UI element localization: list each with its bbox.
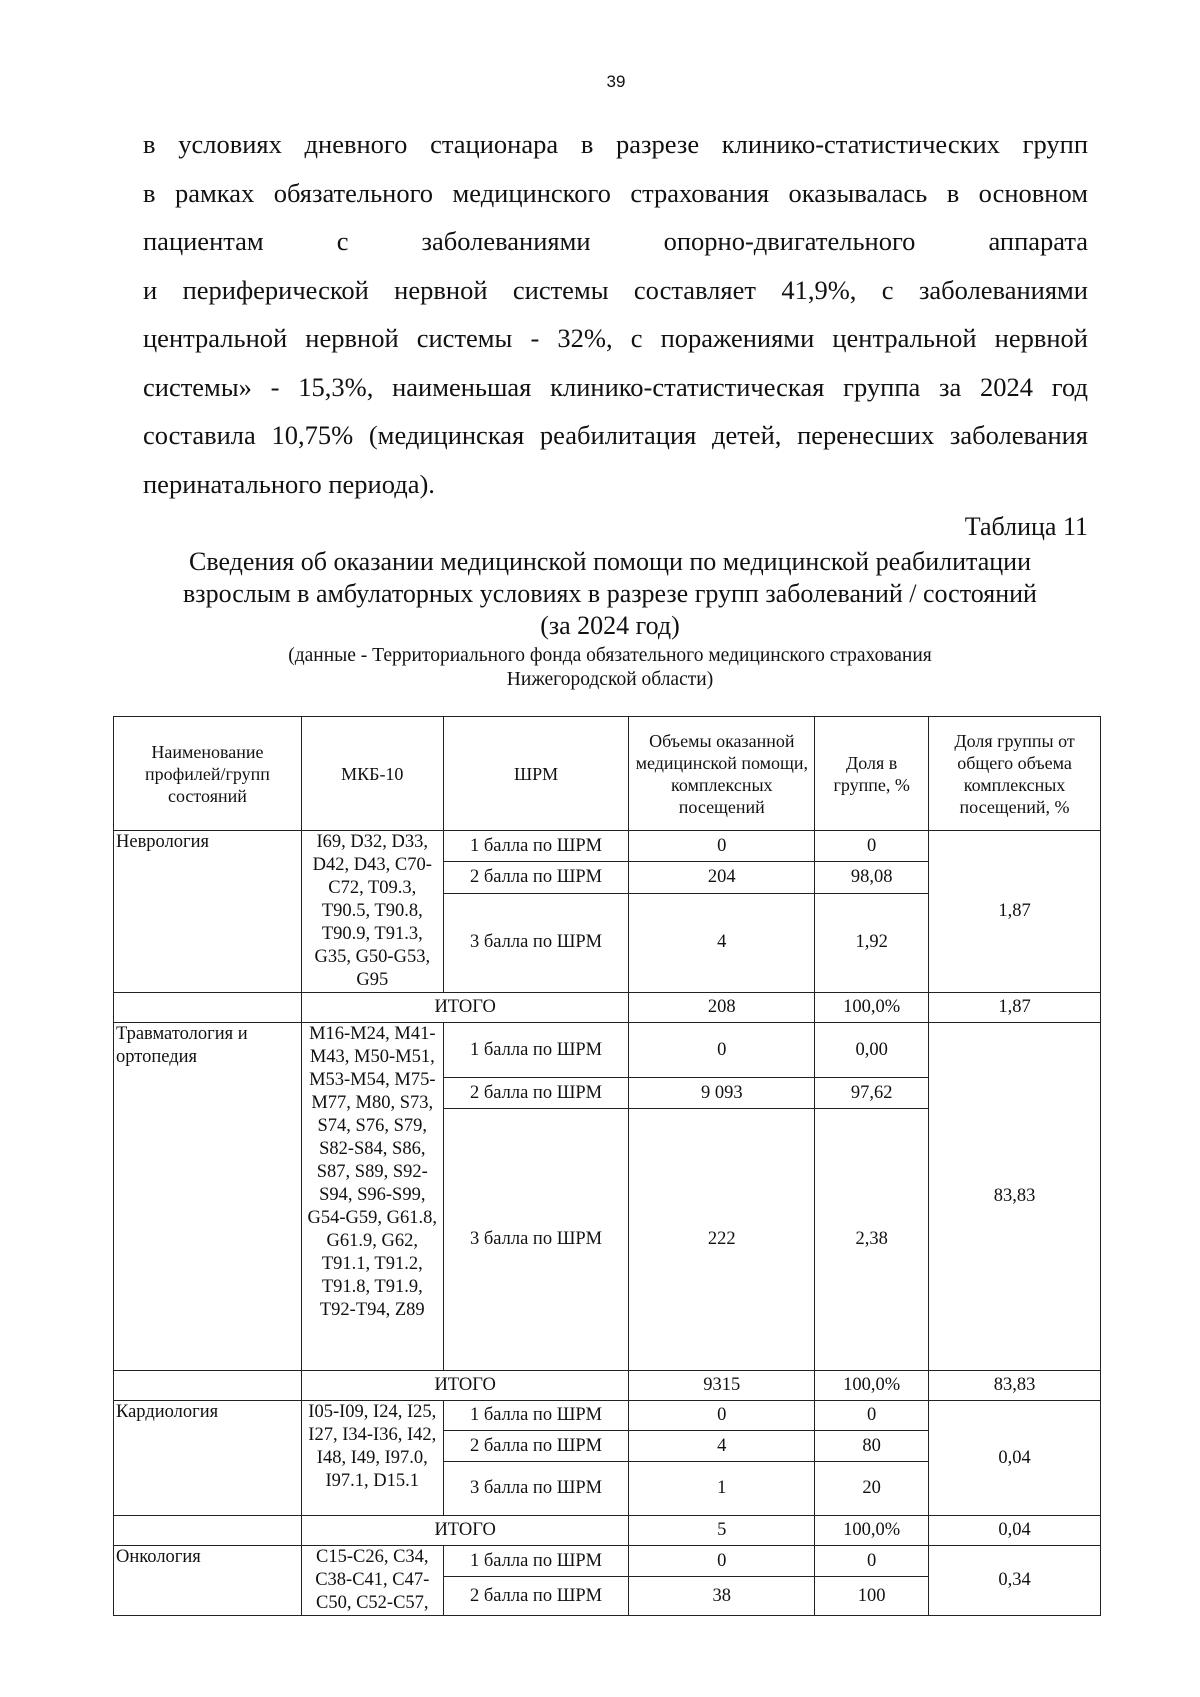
volume-cell: 4: [629, 1431, 815, 1462]
total-volume: 5: [629, 1516, 815, 1546]
table-header-row: [114, 717, 1101, 831]
total-volume: 208: [629, 993, 815, 1023]
paragraph-word: опорно-двигательного: [663, 226, 916, 256]
table-title: [110, 546, 1110, 642]
share-cell: 2,38: [815, 1109, 929, 1371]
header-mkb: МКБ-10: [301, 717, 443, 831]
volume-cell: 0: [629, 1546, 815, 1577]
body-paragraph: [143, 120, 1088, 508]
page-number: 39: [606, 72, 626, 91]
paragraph-line: в рамках обязательного медицинского страхования оказывалась в основном: [143, 177, 1088, 208]
total-label: ИТОГО: [301, 993, 629, 1023]
title-line: (за 2024 год): [540, 611, 680, 640]
shrm-cell: 3 балла по ШРМ: [443, 893, 629, 992]
paragraph-line: в условиях дневного стационара в разрезе клинико-статистических групп: [143, 129, 1088, 159]
volume-cell: 0: [629, 1023, 815, 1078]
total-volume: 9315: [629, 1371, 815, 1401]
volume-cell: 222: [629, 1109, 815, 1371]
total-row: [114, 1516, 1101, 1546]
source-line: (данные - Территориального фонда обязательного медицинского страхования: [288, 645, 932, 666]
shrm-cell: 3 балла по ШРМ: [443, 1462, 629, 1516]
share-cell: 0: [815, 1401, 929, 1431]
group-mkb: I69, D32, D33, D42, D43, C70-C72, T09.3, T90.5, T90.8, T90.9, T91.3, G35, G50-G53, G95: [301, 831, 443, 993]
header-group-share: Доля группы от общего объема комплексных посещений, %: [929, 717, 1101, 831]
total-group-share: 83,83: [929, 1371, 1101, 1401]
share-cell: 0: [815, 831, 929, 862]
total-label: ИТОГО: [301, 1371, 629, 1401]
paragraph-line: и периферической нервной системы составляет 41,9%, с заболеваниями: [143, 274, 1088, 305]
table-label: Таблица 11: [964, 512, 1088, 541]
share-cell: 0,00: [815, 1023, 929, 1078]
table-row: [114, 831, 1101, 862]
total-share: 100,0%: [815, 1371, 929, 1401]
shrm-cell: 1 балла по ШРМ: [443, 831, 629, 862]
header-volume: Объемы оказанной медицинской помощи, комплексных посещений: [629, 717, 815, 831]
group-mkb: I05-I09, I24, I25, I27, I34-I36, I42, I48, I49, I97.0, I97.1, D15.1: [301, 1401, 443, 1516]
total-row: [114, 993, 1101, 1023]
total-group-share: 0,04: [929, 1516, 1101, 1546]
table-row: [114, 1023, 1101, 1078]
share-cell: 98,08: [815, 862, 929, 893]
title-line: Сведения об оказании медицинской помощи по медицинской реабилитации: [189, 547, 1031, 576]
group-mkb: C15-C26, C34, C38-C41, C47-C50, C52-C57,: [301, 1546, 443, 1616]
share-cell: 20: [815, 1462, 929, 1516]
header-profile: Наименование профилей/групп состояний: [114, 717, 302, 831]
share-cell: 1,92: [815, 893, 929, 992]
group-share-cell: 83,83: [929, 1023, 1101, 1371]
group-mkb: M16-M24, M41-M43, M50-M51, M53-M54, M75-M77, M80, S73, S74, S76, S79, S82-S84, S86, S87, S89, S92-S94, S96-S99, G54-G59, G61.8, G61.9, G62, T91.1, T91.2, T91.8, T91.9, T92-T94, Z89: [301, 1023, 443, 1371]
group-share-cell: 0,34: [929, 1546, 1101, 1616]
volume-cell: 1: [629, 1462, 815, 1516]
share-cell: 80: [815, 1431, 929, 1462]
total-group-share: 1,87: [929, 993, 1101, 1023]
table-row: [114, 1546, 1101, 1577]
table-source: [110, 644, 1110, 692]
group-name: Неврология: [114, 831, 302, 993]
paragraph-word: заболеваниями: [421, 226, 591, 256]
total-share: 100,0%: [815, 993, 929, 1023]
shrm-cell: 1 балла по ШРМ: [443, 1546, 629, 1577]
volume-cell: 0: [629, 831, 815, 862]
rehab-table: [113, 716, 1101, 1616]
total-label: ИТОГО: [301, 1516, 629, 1546]
paragraph-word: с: [336, 226, 349, 256]
shrm-cell: 2 балла по ШРМ: [443, 862, 629, 893]
share-cell: 100: [815, 1577, 929, 1616]
volume-cell: 4: [629, 893, 815, 992]
header-share: Доля в группе, %: [815, 717, 929, 831]
share-cell: 0: [815, 1546, 929, 1577]
title-line: взрослым в амбулаторных условиях в разрезе групп заболеваний / состояний: [183, 579, 1037, 608]
shrm-cell: 2 балла по ШРМ: [443, 1431, 629, 1462]
volume-cell: 0: [629, 1401, 815, 1431]
shrm-cell: 2 балла по ШРМ: [443, 1078, 629, 1109]
group-name: Травматология и ортопедия: [114, 1023, 302, 1371]
paragraph-word: пациентам: [143, 226, 264, 256]
paragraph-line: перинатального периода).: [143, 468, 435, 499]
header-shrm: ШРМ: [443, 717, 629, 831]
group-share-cell: 0,04: [929, 1401, 1101, 1516]
share-cell: 97,62: [815, 1078, 929, 1109]
shrm-cell: 2 балла по ШРМ: [443, 1577, 629, 1616]
volume-cell: 9 093: [629, 1078, 815, 1109]
paragraph-line: [143, 217, 1088, 266]
total-row: [114, 1371, 1101, 1401]
table-row: [114, 1401, 1101, 1431]
volume-cell: 38: [629, 1577, 815, 1616]
total-share: 100,0%: [815, 1516, 929, 1546]
group-name: Кардиология: [114, 1401, 302, 1516]
group-name: Онкология: [114, 1546, 302, 1616]
shrm-cell: 1 балла по ШРМ: [443, 1401, 629, 1431]
paragraph-line: составила 10,75% (медицинская реабилитация детей, перенесших заболевания: [143, 420, 1088, 450]
paragraph-word: аппарата: [988, 226, 1088, 256]
volume-cell: 204: [629, 862, 815, 893]
paragraph-line: системы» - 15,3%, наименьшая клинико-статистическая группа за 2024 год: [143, 371, 1088, 402]
shrm-cell: 1 балла по ШРМ: [443, 1023, 629, 1078]
group-share-cell: 1,87: [929, 831, 1101, 993]
paragraph-line: центральной нервной системы - 32%, с поражениями центральной нервной: [143, 323, 1088, 353]
source-line: Нижегородской области): [506, 669, 714, 690]
shrm-cell: 3 балла по ШРМ: [443, 1109, 629, 1371]
